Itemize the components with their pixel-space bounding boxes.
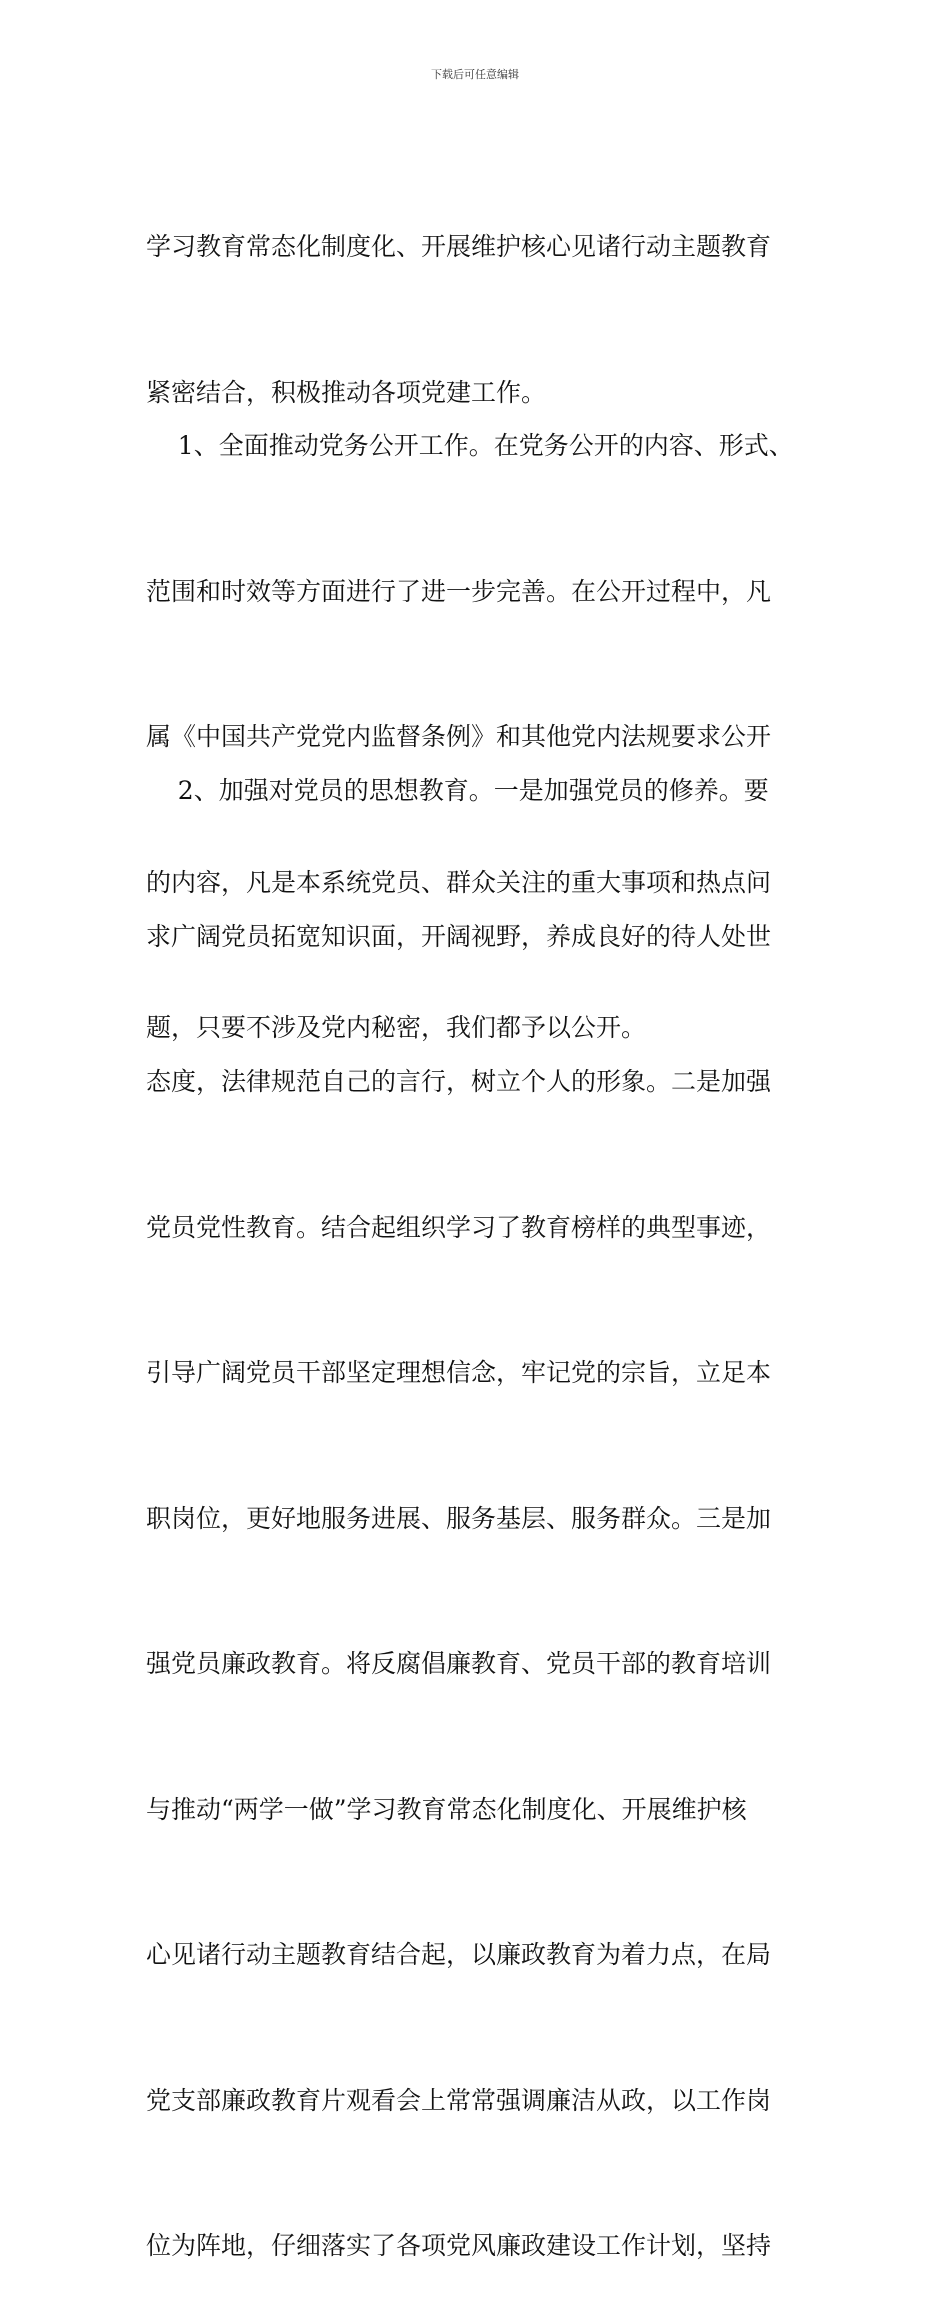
text-line: 位为阵地，仔细落实了各项党风廉政建设工作计划，坚持 [146,2231,772,2260]
text-line: 2、加强对党员的思想教育。一是加强党员的修养。要 [146,776,769,805]
text-line: 题，只要不涉及党内秘密，我们都予以公开。 [146,1013,647,1042]
text-line: 党员党性教育。结合起组织学习了教育榜样的典型事迹， [146,1212,772,1242]
text-line: 求广阔党员拓宽知识面，开阔视野，养成良好的待人处世 [146,921,772,951]
paragraph-item-2 [146,670,771,2319]
page-header: 下载后可任意编辑 [431,68,519,81]
text-line: 与推动“两学一做”学习教育常态化制度化、开展维护核 [146,1794,747,1824]
text-line: 党支部廉政教育片观看会上常常强调廉洁从政，以工作岗 [146,2085,772,2115]
text-line: 态度，法律规范自己的言行，树立个人的形象。二是加强 [146,1067,772,1096]
text-line: 范围和时效等方面进行了进一步完善。在公开过程中，凡 [146,576,772,606]
text-line: 强党员廉政教育。将反腐倡廉教育、党员干部的教育培训 [146,1649,772,1678]
text-line: 心见诸行动主题教育结合起，以廉政教育为着力点，在局 [146,1940,772,1969]
text-line: 引导广阔党员干部坚定理想信念，牢记党的宗旨，立足本 [146,1358,772,1387]
text-line: 紧密结合，积极推动各项党建工作。 [146,377,547,407]
text-line: 的内容，凡是本系统党员、群众关注的重大事项和热点问 [146,867,772,897]
text-line: 职岗位，更好地服务进展、服务基层、服务群众。三是加 [146,1503,772,1533]
text-line: 1、全面推动党务公开工作。在党务公开的内容、形式、 [146,431,794,460]
text-line: 属《中国共产党党内监督条例》和其他党内法规要求公开 [146,722,772,751]
text-line: 学习教育常态化制度化、开展维护核心见诸行动主题教育 [146,232,772,261]
